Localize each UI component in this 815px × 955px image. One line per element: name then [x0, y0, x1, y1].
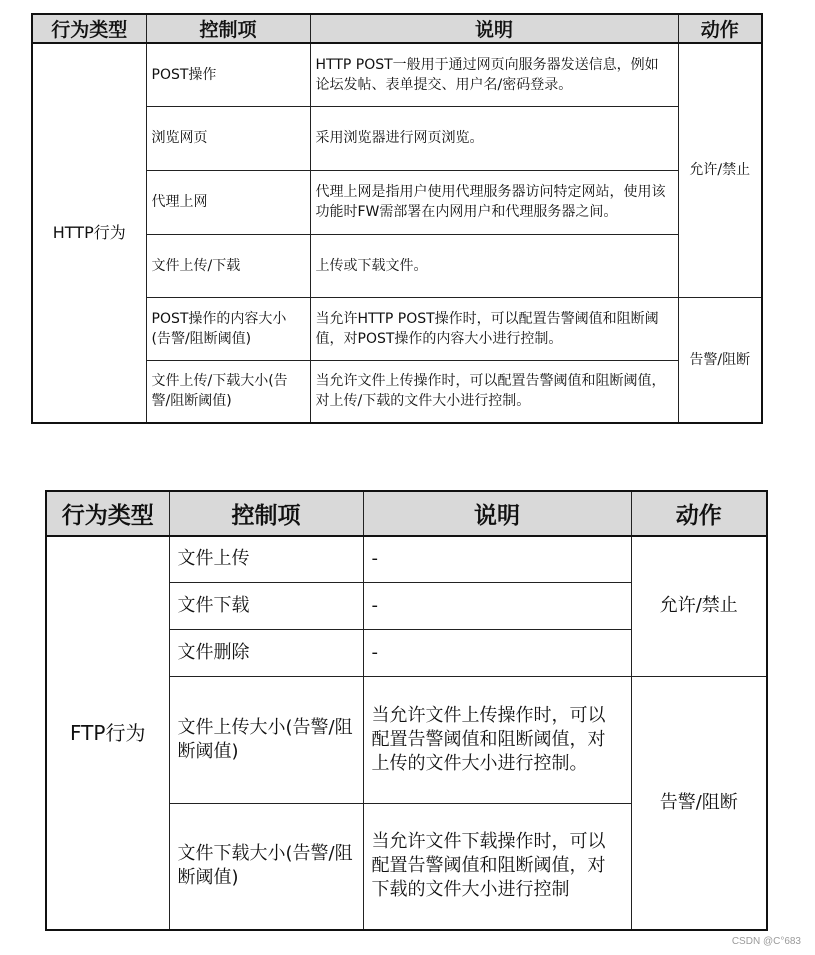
header-behavior-type: 行为类型	[46, 491, 169, 536]
description: -	[363, 629, 631, 676]
control-item: 文件下载	[169, 582, 363, 629]
description: 当允许文件下载操作时，可以配置告警阈值和阻断阈值，对下载的文件大小进行控制	[363, 803, 631, 930]
control-item: 文件上传大小(告警/阻断阈值)	[169, 676, 363, 803]
header-description: 说明	[310, 14, 678, 43]
control-item: 文件下载大小(告警/阻断阈值)	[169, 803, 363, 930]
action-allow-deny: 允许/禁止	[631, 536, 767, 676]
description: 当允许文件上传操作时，可以配置告警阈值和阻断阈值，对上传/下载的文件大小进行控制。	[310, 360, 678, 423]
control-item: 代理上网	[146, 170, 310, 234]
description: 代理上网是指用户使用代理服务器访问特定网站，使用该功能时FW需部署在内网用户和代理服务器之间。	[310, 170, 678, 234]
watermark: CSDN @C°683	[731, 936, 801, 947]
header-action: 动作	[678, 14, 762, 43]
header-description: 说明	[363, 491, 631, 536]
control-item: POST操作的内容大小(告警/阻断阈值)	[146, 297, 310, 360]
table-header-row	[46, 491, 767, 536]
header-control-item: 控制项	[169, 491, 363, 536]
control-item: POST操作	[146, 43, 310, 106]
table-row	[46, 536, 767, 582]
action-allow-deny: 允许/禁止	[678, 43, 762, 297]
description: 当允许HTTP POST操作时，可以配置告警阈值和阻断阈值，对POST操作的内容大小进行控制。	[310, 297, 678, 360]
description: 采用浏览器进行网页浏览。	[310, 106, 678, 170]
header-control-item: 控制项	[146, 14, 310, 43]
description: 上传或下载文件。	[310, 234, 678, 297]
description: -	[363, 536, 631, 582]
action-alert-block: 告警/阻断	[678, 297, 762, 423]
description: HTTP POST一般用于通过网页向服务器发送信息，例如论坛发帖、表单提交、用户名/密码登录。	[310, 43, 678, 106]
control-item: 文件上传/下载	[146, 234, 310, 297]
control-item: 文件上传	[169, 536, 363, 582]
header-behavior-type: 行为类型	[32, 14, 146, 43]
description: 当允许文件上传操作时，可以配置告警阈值和阻断阈值，对上传的文件大小进行控制。	[363, 676, 631, 803]
http-behavior-table	[31, 13, 763, 424]
behavior-category-ftp: FTP行为	[46, 536, 169, 930]
description: -	[363, 582, 631, 629]
header-action: 动作	[631, 491, 767, 536]
behavior-category-http: HTTP行为	[32, 43, 146, 423]
action-alert-block: 告警/阻断	[631, 676, 767, 930]
table-header-row	[32, 14, 762, 43]
control-item: 浏览网页	[146, 106, 310, 170]
control-item: 文件上传/下载大小(告警/阻断阈值)	[146, 360, 310, 423]
control-item: 文件删除	[169, 629, 363, 676]
table-row	[32, 43, 762, 106]
ftp-behavior-table	[45, 490, 768, 931]
